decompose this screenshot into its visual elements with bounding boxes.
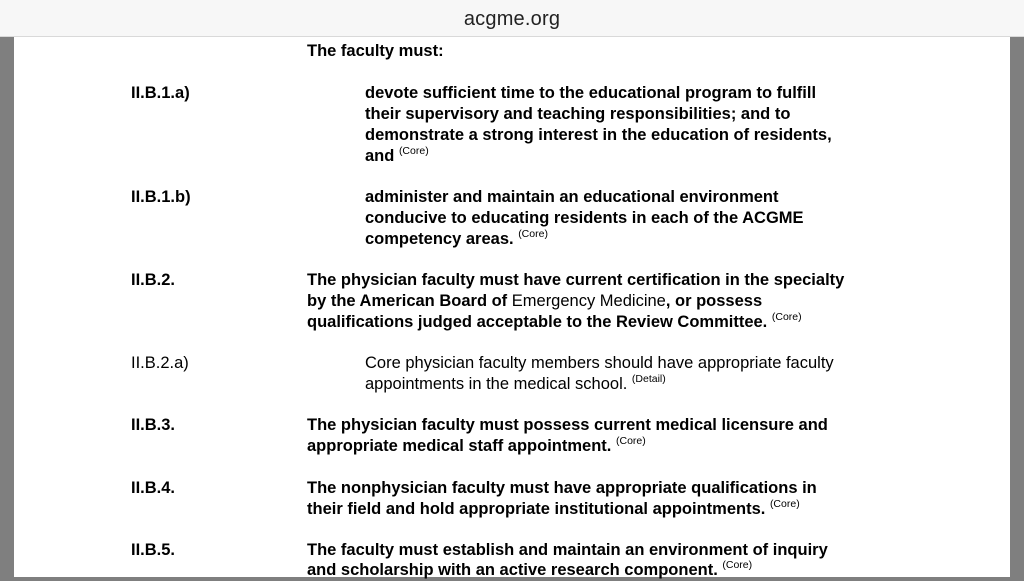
section-number: II.B.1.a) xyxy=(131,84,190,102)
section-number: II.B.1.b) xyxy=(131,188,191,206)
browser-address-bar[interactable] xyxy=(0,0,1024,37)
section-text-line: qualifications judged acceptable to the Review Committee. $^{(Core)}$ xyxy=(307,311,802,331)
section-text-line: administer and maintain an educational environment xyxy=(365,188,779,206)
section-text-line: competency areas. $^{(Core)}$ xyxy=(365,228,548,248)
requirement-tag: (Core) xyxy=(769,498,800,510)
section-text-line: Core physician faculty members should have appropriate faculty xyxy=(365,354,834,372)
requirement-tag: (Core) xyxy=(518,228,548,240)
section-number: II.B.5. xyxy=(131,541,176,559)
section-number: II.B.2. xyxy=(131,271,176,289)
section-text-line: appropriate medical staff appointment. $^{(Core)}$ xyxy=(307,435,646,455)
section-number: II.B.4. xyxy=(131,479,176,497)
section-text-line: by the American Board of Emergency Medicine, or possess xyxy=(307,292,763,310)
section-text-line: conducive to educating residents in each of the ACGME xyxy=(365,209,804,227)
requirement-tag: (Core) xyxy=(722,559,753,571)
requirement-tag: (Core) xyxy=(398,145,429,157)
section-text-line: demonstrate a strong interest in the education of residents, xyxy=(365,126,832,144)
section-text-line: devote sufficient time to the educational program to fulfill xyxy=(365,84,817,102)
section-text-line: and scholarship with an active research component. $^{(Core)}$ xyxy=(307,559,753,579)
section-text-line: and $^{(Core)}$ xyxy=(365,145,429,165)
section-text-line: their supervisory and teaching responsibilities; and to xyxy=(365,105,791,123)
section-number: II.B.3. xyxy=(131,416,176,434)
url-text[interactable]: acgme.org xyxy=(463,8,561,30)
section-number: II.B.2.a) xyxy=(131,354,189,372)
requirement-tag: (Core) xyxy=(615,435,646,447)
document-page xyxy=(14,37,1010,577)
requirement-tag: (Core) xyxy=(771,311,802,323)
section-text-line: their field and hold appropriate institutional appointments. $^{(Core)}$ xyxy=(307,498,800,518)
intro-text: The faculty must: xyxy=(307,42,444,60)
section-text-line: appointments in the medical school. $^{(Detail)}$ xyxy=(365,373,666,393)
section-text-line: The nonphysician faculty must have appropriate qualifications in xyxy=(307,479,817,497)
section-text-line: The physician faculty must possess current medical licensure and xyxy=(307,416,828,434)
section-text-line: The faculty must establish and maintain an environment of inquiry xyxy=(307,541,828,559)
section-text-line: The physician faculty must have current certification in the specialty xyxy=(307,271,845,289)
requirement-tag: (Detail) xyxy=(631,373,666,385)
